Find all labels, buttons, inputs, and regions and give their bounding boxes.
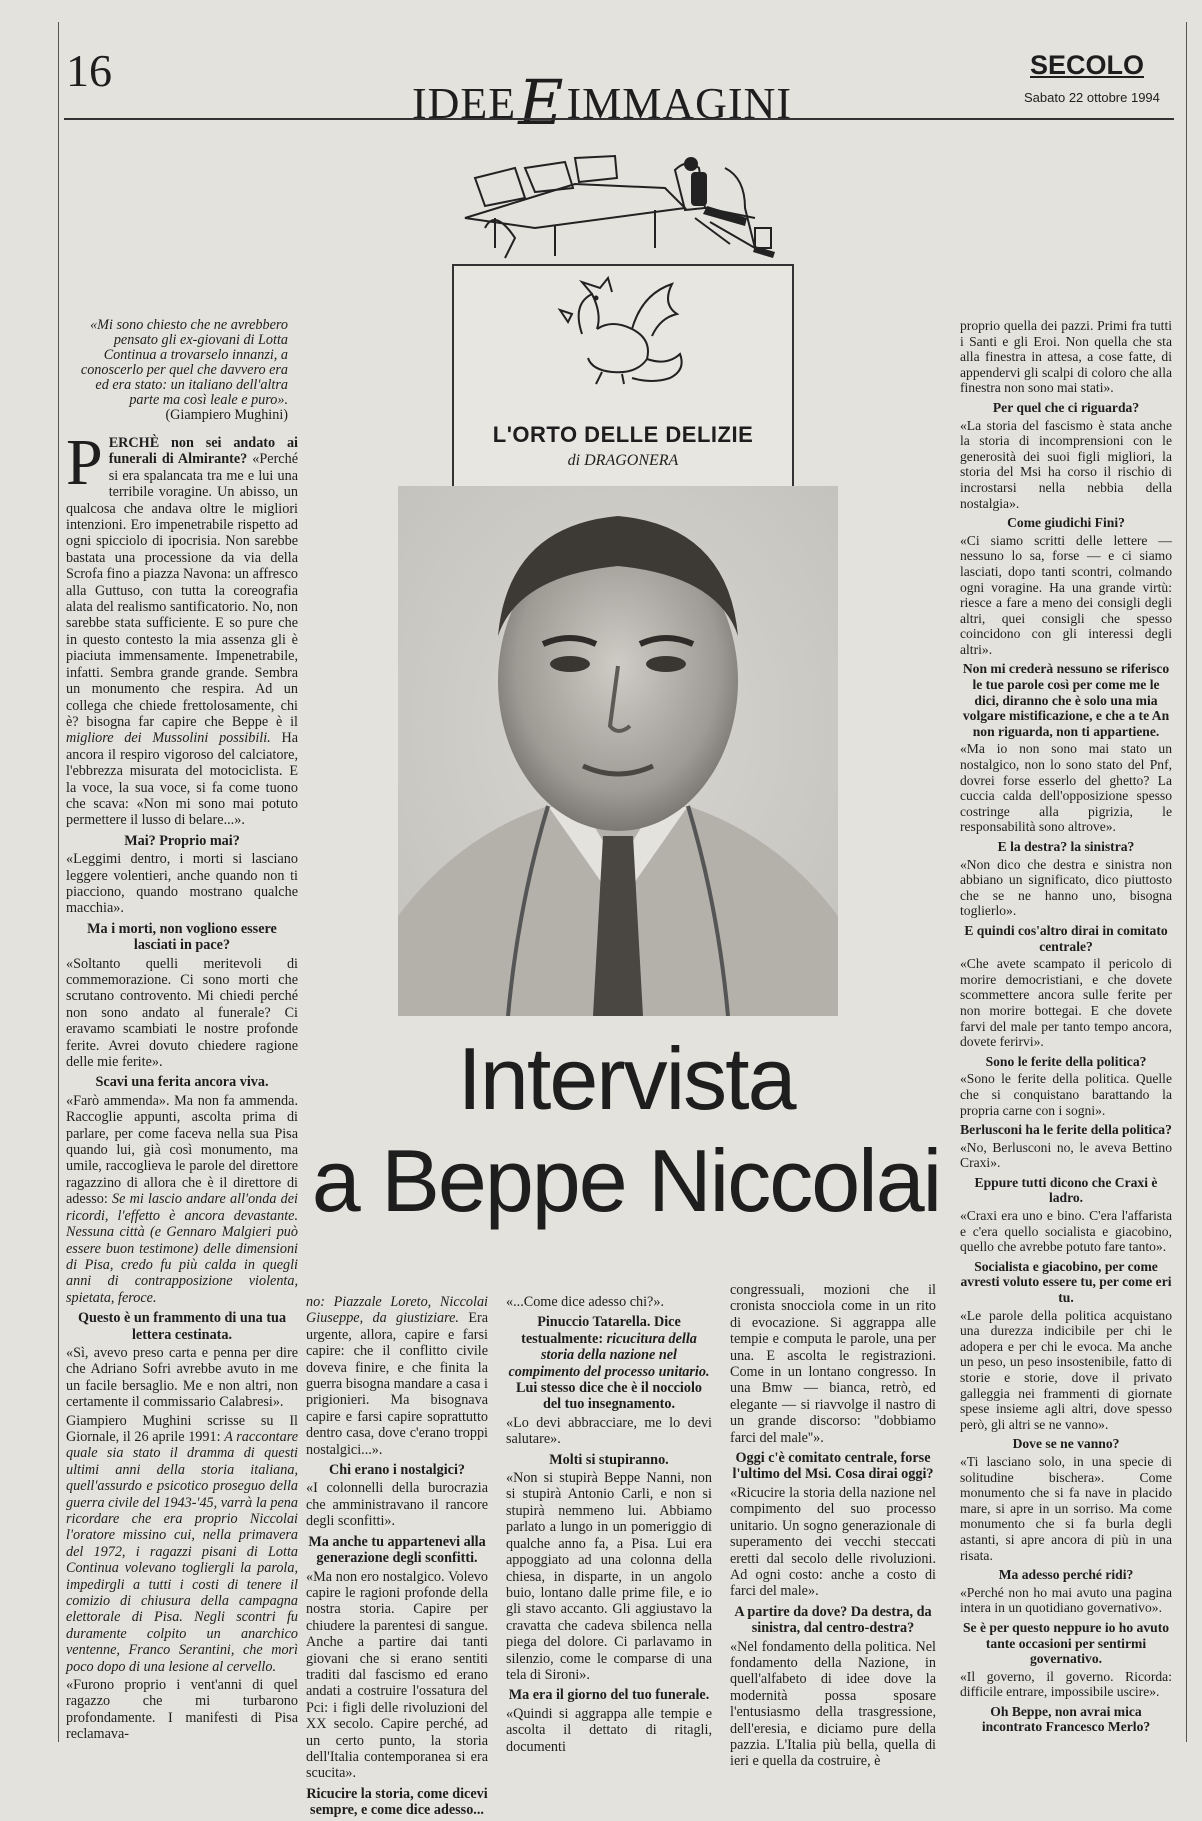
question: Mai? Proprio mai? [124, 832, 240, 849]
question: Questo è un frammento di una tua lettera cestinata. [77, 1310, 287, 1343]
question: Per quel che ci riguarda? [992, 399, 1140, 415]
answer: proprio quella dei pazzi. Primi fra tutti i Santi e gli Eroi. Non quella che sta alla finestra in attesa, a cose fatte, di appendervi gli scalpi di coloro che alla finestra non sono mai stati». [960, 318, 1172, 396]
answer: «Non dico che destra e sinistra non abbiano un significato, dico piuttosto che se ne hanno uno, bisogna toglierlo». [960, 856, 1172, 919]
desk-illustration [455, 148, 790, 260]
answer: «Ti lasciano solo, in una specie di solitudine bischera». Come monumento che si fa nave in placido mare, si apre in un sorriso. Ma come monumento che si fa burla degli astanti, si apre ancora di più in una risata. [960, 1453, 1172, 1563]
dragon-icon [552, 274, 692, 386]
answer: «Furono proprio i vent'anni di quel ragazzo che mi turbarono profondamente. I manifesti di Pisa reclamava- [66, 1677, 298, 1743]
epigraph-text: «Mi sono chiesto che ne avrebbero pensato gli ex-giovani di Lotta Continua a trovarselo innanzi, a conoscerlo per quel che davvero era ed era stato: un italiano dell'altra parte ma così leale e puro». [80, 317, 288, 408]
headline-line-2: a Beppe Niccolai [311, 1131, 941, 1230]
answer: «Perché si era spalancata tra me e lui una terribile voragine. Un abisso, un qualcosa che andava oltre le migliori intenzioni. Ero impenetrabile rispetto ad ogni spicciolo di ipocrisia. Non sarebbe bastata una processione da via della Scrofa fino a piazza Navona: un affresco alla Guttuso, con tutta la coreografia alata del realismo santificatorio. No, non sarebbe stata sufficiente. E so pure che in questo contesto la mia assenza gli è piaciuta immensamente. Impenetrabile, infatti. Sembra grande grande. Sembra un monumento che respira. Ad un collega che chiede frettolosamente, chi è? bisogna far capire che Beppe è il [66, 451, 298, 730]
answer: «Ma io non sono mai stato un nostalgico, non lo sono stato del Pnf, dovrei forse esserlo del ghetto? La cuccia calda dell'opposizione spesso costringe alla pigrizia, le responsabilità sono altrove». [960, 741, 1172, 835]
header-rule [64, 118, 1174, 120]
question: Eppure tutti dicono che Craxi è ladro. [974, 1174, 1158, 1206]
question: Se è per questo neppure io ho avuto tante occasioni per sentirmi governativo. [962, 1619, 1170, 1667]
question: Ma anche tu appartenevi alla generazione degli sconfitti. [308, 1533, 486, 1567]
answer: Ha ancora il respiro vigoroso del calciatore, l'ebbrezza misurata del motociclista. E la voce, la sua voce, si fa come tuono che scava: «Non mi sono mai potuto permettere il lusso di belare...». [66, 730, 298, 829]
answer: «Ricucire la storia della nazione nel compimento del suo processo unitario. Un sogno generazionale di superamento dei vecchi steccati eretti dal secolo delle rivoluzioni. Ad ogni costo: anche a costo di farci del male». [730, 1484, 936, 1600]
question: Come giudichi Fini? [1007, 515, 1125, 531]
answer: «Ma non ero nostalgico. Volevo capire le ragioni profonde della nostra storia. Capire per chiudere la parentesi di sangue. Anche a partire dai tanti giovani che si erano sentiti traditi dal fascismo ed erano andati a costruire l'ossatura del Pci: i figli delle rivoluzioni del XX secolo. Capire perché, ad un certo punto, la storia dell'Italia contemporanea si era scucita». [306, 1568, 488, 1782]
answer: congressuali, mozioni che il cronista snocciola come in un rito di evocazione. Si aggrappa alle tempie e computa le parole, una per una. E ascolta le registrazioni. Come in un lontano congresso. In una Bmw — bianca, retrò, ed elegante — si riavvolge il nastro di un grande discorso: ''dobbiamo farci del male''». [730, 1282, 936, 1446]
answer: «Sì, avevo preso carta e penna per dire che Adriano Sofri avrebbe avuto in me un facile bersaglio. Me e non altri, non certamente il commissario Calabresi». [66, 1344, 298, 1411]
answer-italic: Se mi lascio andare all'onda dei ricordi, l'effetto è ancora devastante. Nessuna città (e Gennaro Malgieri può essere buon testimone) delle dimensioni di Pisa, credo fu più calda in quegli anni di contrapposizione violenta, spietata, feroce. [66, 1191, 299, 1306]
answer: «...Come dice adesso chi?». [506, 1294, 664, 1310]
masthead-e: E [518, 66, 565, 139]
question: Oh Beppe, non avrai mica incontrato Francesco Merlo? [981, 1703, 1151, 1735]
answer: «Leggimi dentro, i morti si lasciano leggere volentieri, anche quando non ti piacciono, quando mostrano qualche macchia». [66, 851, 298, 917]
issue-date: Sabato 22 ottobre 1994 [1024, 90, 1160, 105]
answer: «No, Berlusconi no, le aveva Bettino Craxi». [960, 1139, 1172, 1171]
answer: Giampiero Mughini scrisse su Il Giornale, il 26 aprile 1991: [66, 1412, 298, 1445]
question: ERCHÈ non sei andato ai funerali di Almirante? [108, 435, 298, 468]
question: Pinuccio Tatarella. Dice testualmente: [521, 1314, 681, 1347]
question: Chi erano i nostalgici? [329, 1462, 465, 1479]
question: E la destra? la sinistra? [997, 839, 1135, 854]
question: E quindi cos'altro dirai in comitato centrale? [964, 922, 1168, 954]
question: Ricucire la storia, come dicevi sempre, e come dice adesso... [306, 1785, 488, 1819]
answer: «Farò ammenda». Ma non fa ammenda. Raccoglie appunti, ascolta prima di parlare, per come faceva nella sua Pisa quando lui, già così monumento, ma umile, raccoglieva le parole del direttore ragazzino di allora che è il direttore di adesso: [66, 1092, 298, 1208]
newspaper-logo: SECOLO [1030, 50, 1145, 80]
answer: «Soltanto quelli meritevoli di commemorazione. Ci sono morti che scrutano controvento. Mi chiedi perché non sono andato al funerale? Ci eravamo scambiati le nostre profonde ferite. Avrei dovuto chiedere ragione delle mie ferite». [66, 955, 298, 1071]
question: Molti si stupiranno. [549, 1451, 669, 1468]
column-title: L'ORTO DELLE DELIZIE [492, 422, 754, 447]
question: Berlusconi ha le ferite della politica? [960, 1122, 1172, 1138]
question: Non mi crederà nessuno se riferisco le tue parole così per come me le dici, diranno che è solo una mia volgare mistificazione, e che a te An non riguarda, non ti appartiene. [962, 661, 1170, 739]
answer: «Le parole della politica acquistano una durezza indicibile per chi le adopera e per chi le evoca. Ma anche un peso, un peso insostenibile, fatto di storie e storie, dove il privato galleggia nei frammenti di giornate spese insieme agli altri, dove spesso però, gli altri se ne vanno». [960, 1307, 1172, 1432]
question: Ma i morti, non vogliono essere lasciati in pace? [87, 920, 277, 954]
answer: «Che avete scampato il pericolo di morire democristiani, e che dovete scommettere ancora sulle ferite per non morire bottegai. E che dovete farvi del male per tanto tempo ancora, dovete ferirvi». [960, 956, 1172, 1050]
answer-italic: A raccontare quale sia stato il dramma di questi ultimi anni della storia italiana, quell'assurdo e psicotico proseguo della guerra civile del 1943-'45, varrà la pena ricordare che era proprio Niccolai l'oratore missino cui, nella primavera del 1972, i ragazzi pisani di Lotta Continua volevano togliergli la parola, impedirgli a tutti i costi di tenere il comizio di chiusura della campagna elettorale di Pisa. Negli scontri fu duramente colpito un anarchico ventenne, Franco Serantini, che morì poco dopo di una lesione al cervello. [66, 1428, 299, 1675]
answer: Era urgente, allora, capire e farsi capire: che il conflitto civile doveva finire, e che finita la guerra bisogna mandare a casa i prigionieri. Ma bisognava capire e farsi capire soprattutto dentro casa, dove c'erano troppi nostalgici...». [306, 1310, 489, 1458]
question: Lui stesso dice che è il nocciolo del tuo insegnamento. [516, 1380, 702, 1413]
question: Scavi una ferita ancora viva. [95, 1074, 269, 1091]
answer: «Perché non ho mai avuto una pagina intera in un quotidiano governativo». [960, 1584, 1172, 1616]
answer: «Non si stupirà Beppe Nanni, non si stupirà Antonio Carli, e non si stupirà nemmeno lui. Abbiamo parlato a lungo in un pomeriggio di qualche anno fa, a Pisa. Lui era appoggiato ad una colonna della chiesa, in disparte, in un angolo buio, lontano dalle prime file, e io gli stavo accanto. Gli aggiustavo la cravatta che cadeva sbilenca nella piega del dolore. Ci parlavamo in silenzio, come le comparse di una tela di Sironi». [506, 1470, 712, 1683]
section-masthead [412, 66, 792, 139]
headline-line-1: Intervista [457, 1029, 795, 1128]
answer: «Ci siamo scritti delle lettere — nessuno lo sa, forse — e ci siamo lasciati, dopo tanti scontri, colmando ogni voragine. Ha una grande virtù: riesce a fare a meno dei consigli degli altri, quei consigli che spesso coincidono con gli interessi degli altri». [960, 532, 1172, 657]
column-3 [506, 1294, 712, 1757]
epigraph-author: (Giampiero Mughini) [165, 407, 288, 423]
column-1 [66, 318, 298, 1745]
answer-italic: migliore dei Mussolini possibili. [66, 730, 271, 747]
answer: «I colonnelli della burocrazia che amministravano il rancore degli sconfitti». [306, 1480, 488, 1530]
question: Dove se ne vanno? [1012, 1436, 1120, 1452]
answer: «Lo devi abbracciare, me lo devi salutare». [506, 1414, 712, 1448]
question: A partire da dove? Da destra, da sinistra, dal centro-destra? [734, 1603, 932, 1637]
question: Ma era il giorno del tuo funerale. [508, 1687, 710, 1704]
masthead-left: IDEE [412, 79, 517, 128]
answer-italic: no: Piazzale Loreto, Niccolai Giuseppe, da giustiziare. [306, 1294, 488, 1327]
question: Ma adesso perché ridi? [998, 1567, 1134, 1583]
column-5 [960, 318, 1172, 1737]
question: Socialista e giacobino, per come avresti voluto essere tu, per come eri tu. [960, 1258, 1172, 1306]
right-margin-rule [1186, 22, 1187, 1742]
answer: «Il governo, il governo. Ricorda: difficile entrare, impossibile uscire». [960, 1668, 1172, 1700]
answer: «La storia del fascismo è stata anche la storia di incomprensioni con le generosità dei suoi figli migliori, la storia del Msi ha corso il rischio di incrostarsi nella nebbia della nostalgia». [960, 417, 1172, 511]
answer: «Quindi si aggrappa alle tempie e ascolta il dettato di ritagli, documenti [506, 1705, 712, 1755]
page-number: 16 [66, 45, 112, 96]
drop-cap: P [66, 426, 103, 499]
answer: «Nel fondamento della politica. Nel fondamento della Nazione, in quell'alfabeto di idee dove la modernità possa sposare l'entusiasmo della trasgressione, dell'eresia, e diciamo pure della pazzia. L'Italia più bella, quella di ieri e quella da costruire, è [730, 1638, 936, 1770]
masthead-right: IMMAGINI [566, 79, 792, 128]
column-box [452, 264, 794, 490]
left-margin-rule [58, 22, 59, 1742]
portrait-photo [398, 486, 838, 1016]
question: Oggi c'è comitato centrale, forse l'ultimo del Msi. Cosa dirai oggi? [732, 1450, 934, 1483]
answer: «Craxi era uno e bino. C'era l'affarista e c'era quello socialista e giacobino, quello che avrebbe potuto fare tanto». [960, 1208, 1172, 1255]
answer: «Sono le ferite della politica. Quelle che si conquistano barattando la propria carne con i sogni». [960, 1071, 1172, 1118]
question-italic: ricucitura della storia della nazione nel compimento del processo unitario. [508, 1330, 710, 1380]
epigraph [78, 318, 288, 423]
column-4 [730, 1282, 936, 1772]
column-byline: di DRAGONERA [567, 452, 679, 469]
headline [286, 1028, 966, 1232]
question: Sono le ferite della politica? [985, 1053, 1147, 1069]
column-2 [306, 1294, 488, 1821]
